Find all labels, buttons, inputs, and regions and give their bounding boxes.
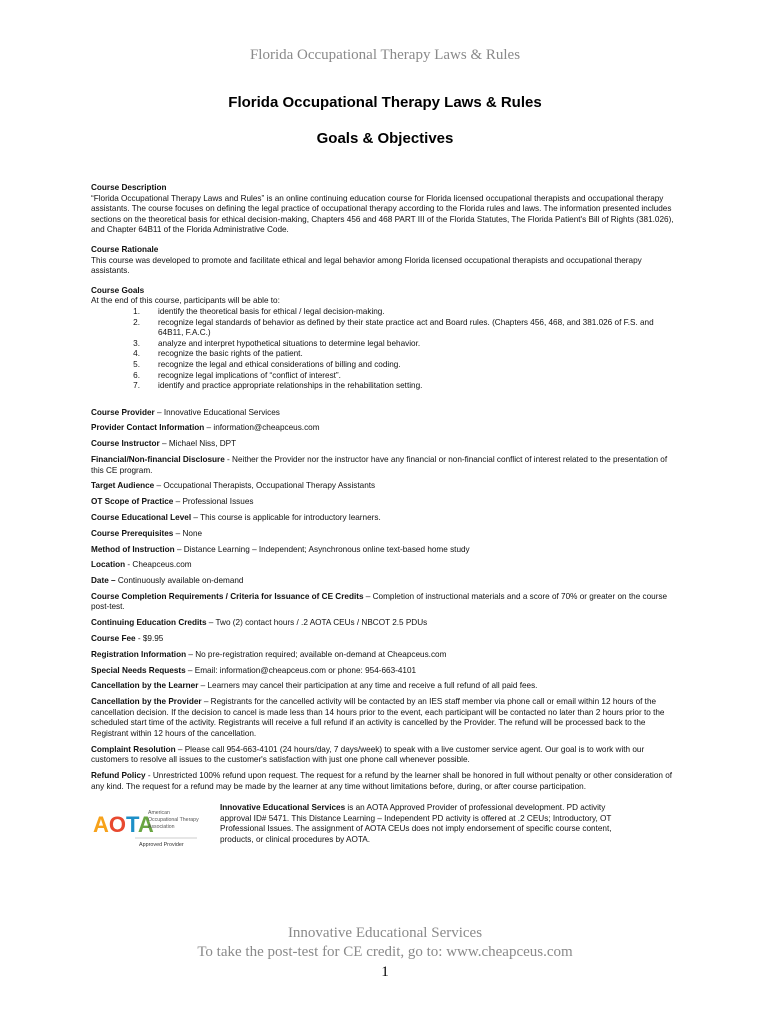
- course-rationale-section: [91, 245, 681, 277]
- list-item: [91, 381, 681, 392]
- document-subtitle: Goals & Objectives: [316, 130, 454, 147]
- info-completion-requirements: Course Completion Requirements / Criteria for Issuance of CE Credits – Completion of instructional materials and a score of 70% or greater on the course post-test.: [91, 591, 668, 612]
- info-value: Neither the Provider nor the instructor have any financial or non-financial conflict of interest related to the presentation of this CE program.: [91, 455, 668, 475]
- document-body: [91, 183, 681, 797]
- aota-org-line3: Association: [148, 824, 175, 830]
- info-value: Email: information@cheapceus.com or phone: 954-663-4101: [194, 665, 417, 675]
- aota-letter-t: T: [126, 812, 138, 837]
- goal-number: 5.: [133, 359, 140, 369]
- info-method-of-instruction: Method of Instruction – Distance Learning – Independent; Asynchronous online text-based home study: [91, 544, 470, 554]
- info-label: Method of Instruction: [91, 544, 175, 554]
- aota-statement: [220, 803, 630, 845]
- goal-text: analyze and interpret hypothetical situations to determine legal behavior.: [158, 338, 421, 348]
- aota-logo-letters: [93, 812, 154, 837]
- info-refund-policy: Refund Policy - Unrestricted 100% refund upon request. The request for a refund by the learner shall be honored in full without penalty or other consideration of any kind. The request for a refund may be made by the learner at any time without limitations before, during, or after course participation.: [91, 771, 673, 791]
- info-value: This course is applicable for introductory learners.: [200, 512, 381, 522]
- info-special-needs: Special Needs Requests – Email: information@cheapceus.com or phone: 954-663-4101: [91, 665, 417, 675]
- info-value: None: [182, 528, 203, 538]
- info-value: Occupational Therapists, Occupational Therapy Assistants: [163, 481, 376, 491]
- course-description-text: “Florida Occupational Therapy Laws and Rules” is an online continuing education course for Florida licensed occupational therapists and occupational therapy assistants. The course focuses on defining the legal practice of occupational therapy according to the Florida rules and laws. The information presented includes sections on the theoretical basis for ethical decision-making, Chapters 456 and 468 PART III of the Florida Statutes, The Florida Patient's Bill of Rights (381.026), and Chapter 64B11 of the Florida Administrative Code.: [91, 193, 674, 235]
- page-number: 1: [381, 964, 389, 980]
- info-label: Course Provider: [91, 407, 155, 417]
- info-label: Course Completion Requirements / Criteria for Issuance of CE Credits: [91, 591, 364, 601]
- info-label: OT Scope of Practice: [91, 497, 174, 507]
- course-goals-section: [91, 286, 681, 392]
- info-value: Please call 954-663-4101 (24 hours/day, 7 days/week) to speak with a live customer service agent. Our goal is to work with our customers to resolve all issues to the customer's satisfaction with just one phone call whenever possible.: [91, 744, 645, 765]
- info-value: Completion of instructional materials and a score of 70% or greater on the course post-test.: [91, 591, 668, 612]
- info-value: No pre-registration required; available on-demand at Cheapceus.com: [195, 649, 447, 659]
- info-value: Cheapceus.com: [132, 560, 192, 570]
- goal-number: 4.: [133, 349, 140, 359]
- course-rationale-heading: Course Rationale: [91, 244, 159, 254]
- aota-letter-o: O: [108, 812, 127, 837]
- info-label: Target Audience: [91, 481, 155, 491]
- document-title: Florida Occupational Therapy Laws & Rules: [228, 94, 542, 111]
- info-label: Course Fee: [91, 634, 136, 644]
- info-registration: Registration Information – No pre-registration required; available on-demand at Cheapceus.com: [91, 649, 447, 659]
- info-course-instructor: Course Instructor – Michael Niss, DPT: [91, 439, 237, 449]
- list-item: [91, 349, 681, 360]
- running-header: Florida Occupational Therapy Laws & Rules: [249, 47, 521, 63]
- info-value: Innovative Educational Services: [163, 407, 280, 417]
- info-value: Distance Learning – Independent; Asynchronous online text-based home study: [183, 544, 470, 554]
- info-complaint-resolution: Complaint Resolution – Please call 954-663-4101 (24 hours/day, 7 days/week) to speak with a live customer service agent. Our goal is to work with our customers to resolve all issues to the customer's satisfaction with just one phone call whenever possible.: [91, 744, 645, 765]
- aota-letter-a2: A: [137, 812, 154, 837]
- info-label: Provider Contact Information: [91, 423, 205, 433]
- info-course-fee: Course Fee - $9.95: [91, 634, 164, 644]
- info-label: Course Educational Level: [91, 512, 192, 522]
- aota-approved-provider-badge: Approved Provider: [139, 842, 184, 848]
- info-prerequisites: Course Prerequisites – None: [91, 528, 203, 538]
- info-value: Professional Issues: [182, 497, 254, 507]
- info-label: Cancellation by the Provider: [91, 697, 202, 707]
- info-label: Special Needs Requests: [91, 665, 186, 675]
- list-item: [91, 307, 681, 318]
- goal-number: 6.: [133, 370, 140, 380]
- footer-organization: Innovative Educational Services: [287, 925, 483, 941]
- aota-provider-name: Innovative Educational Services: [220, 803, 346, 812]
- list-item: [91, 339, 681, 350]
- goal-text: identify the theoretical basis for ethical / legal decision-making.: [158, 306, 385, 316]
- list-item: [91, 371, 681, 382]
- info-value: Learners may cancel their participation at any time and receive a full refund of all paid fees.: [207, 681, 538, 691]
- goals-list: [91, 307, 681, 392]
- footer-post-test-note: To take the post-test for CE credit, go to: www.cheapceus.com: [197, 944, 573, 960]
- info-date: [91, 576, 681, 587]
- course-description-section: [91, 183, 681, 236]
- aota-logo: [91, 805, 201, 853]
- list-item: [91, 360, 681, 371]
- goal-text: identify and practice appropriate relationships in the rehabilitation setting.: [158, 381, 423, 391]
- info-value: Continuously available on-demand: [117, 576, 244, 586]
- info-cancellation-learner: Cancellation by the Learner – Learners may cancel their participation at any time and receive a full refund of all paid fees.: [91, 681, 538, 691]
- aota-org-line1: American: [148, 810, 170, 816]
- info-label: Complaint Resolution: [91, 744, 176, 754]
- info-value: Unrestricted 100% refund upon request. The request for a refund by the learner shall be honored in full without penalty or other consideration of any kind. The request for a refund may be made by the learner at any time without limitations before, during, or after course participation.: [91, 771, 673, 791]
- info-label: Course Instructor: [91, 439, 160, 449]
- info-label: Financial/Non-financial Disclosure: [91, 455, 225, 465]
- info-cancellation-provider: Cancellation by the Provider – Registrants for the cancelled activity will be contacted by an IES staff member via phone call or email within 12 hours of the cancellation decision. If the decision to cancel is made less than 14 hours prior to the event, each participant will be contacted no later than 2 hours prior to the scheduled start time of the activity. Registrants will receive a full refund if an activity is cancelled by the Provider. The refund will be processed back to the Registrant within 12 hours of the cancellation.: [91, 697, 665, 738]
- info-label: Location: [91, 560, 126, 570]
- info-label: Registration Information: [91, 649, 187, 659]
- course-goals-heading: Course Goals: [91, 285, 145, 295]
- aota-statement-text: is an AOTA Approved Provider of professional development. PD activity approval ID# 5471. This Distance Learning – Independent PD activity is offered at .2 CEUs; Introductory, OT Professional Issues. The assignment of AOTA CEUs does not imply endorsement of specific course content, products, or clinical procedures by AOTA.: [220, 803, 612, 844]
- goal-text: recognize legal standards of behavior as defined by their state practice act and Board rules. (Chapters 456, 468, and 381.026 of F.S. and 64B11, F.A.C.): [158, 317, 654, 338]
- goal-text: recognize the basic rights of the patient.: [158, 349, 303, 359]
- info-value: Michael Niss, DPT: [168, 439, 237, 449]
- goal-text: recognize the legal and ethical considerations of billing and coding.: [158, 359, 401, 369]
- info-label: Date –: [91, 576, 116, 586]
- goal-number: 1.: [133, 306, 140, 316]
- info-ce-credits: Continuing Education Credits – Two (2) contact hours / .2 AOTA CEUs / NBCOT 2.5 PDUs: [91, 618, 428, 628]
- course-goals-intro: At the end of this course, participants will be able to:: [91, 296, 280, 306]
- course-description-heading: Course Description: [91, 183, 167, 192]
- course-rationale-text: This course was developed to promote and facilitate ethical and legal behavior among Florida licensed occupational therapists and occupational therapy assistants.: [91, 255, 642, 276]
- goal-number: 7.: [133, 381, 140, 391]
- course-info-list: [91, 408, 681, 793]
- aota-approval-block: [91, 803, 681, 863]
- info-label: Course Prerequisites: [91, 528, 174, 538]
- info-location: Location - Cheapceus.com: [91, 560, 192, 570]
- info-target-audience: Target Audience – Occupational Therapists, Occupational Therapy Assistants: [91, 481, 376, 491]
- info-provider-contact: Provider Contact Information – information@cheapceus.com: [91, 423, 320, 433]
- info-disclosure: Financial/Non-financial Disclosure - Neither the Provider nor the instructor have any financial or non-financial conflict of interest related to the presentation of this CE program.: [91, 455, 668, 475]
- aota-letter-a: A: [93, 812, 109, 837]
- info-value: Registrants for the cancelled activity will be contacted by an IES staff member via phone call or email within 12 hours of the cancellation decision. If the decision to cancel is made less than 14 hours prior to the event, each participant will be contacted no later than 2 hours prior to the scheduled start time of the activity. Registrants will receive a full refund if an activity is cancelled by the Provider. The refund will be processed back to the Registrant within 12 hours of the cancellation.: [91, 697, 665, 738]
- info-scope-of-practice: OT Scope of Practice – Professional Issues: [91, 497, 254, 507]
- aota-org-line2: Occupational Therapy: [148, 817, 199, 823]
- info-value: $9.95: [142, 634, 164, 644]
- info-educational-level: Course Educational Level – This course is applicable for introductory learners.: [91, 512, 381, 522]
- goal-number: 2.: [133, 317, 140, 327]
- info-label: Cancellation by the Learner: [91, 681, 199, 691]
- info-value: Two (2) contact hours / .2 AOTA CEUs / NBCOT 2.5 PDUs: [215, 618, 428, 628]
- goal-text: recognize legal implications of “conflict of interest”.: [158, 370, 341, 380]
- info-course-provider: Course Provider – Innovative Educational Services: [91, 407, 280, 417]
- info-label: Continuing Education Credits: [91, 618, 207, 628]
- goal-number: 3.: [133, 338, 140, 348]
- info-value: information@cheapceus.com: [213, 423, 320, 433]
- list-item: [91, 318, 681, 339]
- info-label: Refund Policy: [91, 771, 146, 781]
